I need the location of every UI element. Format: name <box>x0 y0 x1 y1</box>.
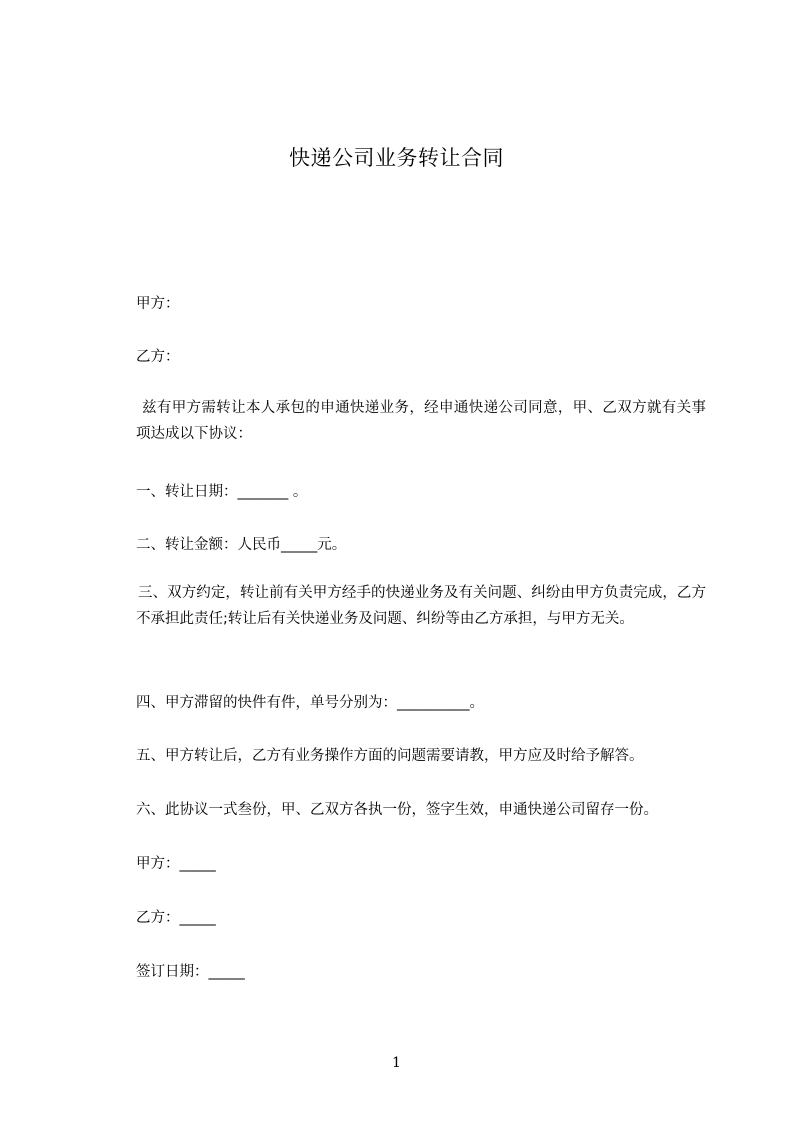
clause-responsibility: 三、双方约定，转让前有关甲方经手的快递业务及有关问题、纠纷由甲方负责完成，乙方不承担此责任;转让后有关快递业务及问题、纠纷等由乙方承担，与甲方无关。 <box>136 585 706 627</box>
signing-date: 签订日期：_____ <box>136 964 245 980</box>
clause-copies: 六、此协议一式叁份，甲、乙双方各执一份，签字生效，申通快递公司留存一份。 <box>136 802 658 818</box>
clause-pending-parcels: 四、甲方滞留的快件有件，单号分别为：__________。 <box>136 695 484 711</box>
clause-transfer-date: 一、转让日期：_______ 。 <box>136 484 308 500</box>
signature-party-a: 甲方：_____ <box>136 856 216 872</box>
party-b-label: 乙方： <box>136 349 180 365</box>
clause-transfer-amount: 二、转让金额：人民币_____元。 <box>136 537 347 553</box>
preamble-paragraph: 兹有甲方需转让本人承包的申通快递业务，经申通快递公司同意，甲、乙双方就有关事项达成以下协议： <box>136 400 706 442</box>
party-a-label: 甲方： <box>136 296 180 312</box>
clause-support: 五、甲方转让后，乙方有业务操作方面的问题需要请教，甲方应及时给予解答。 <box>136 748 644 764</box>
signature-party-b: 乙方：_____ <box>136 910 216 926</box>
page-number: 1 <box>392 1055 401 1071</box>
document-title: 快递公司业务转让合同 <box>289 146 504 170</box>
